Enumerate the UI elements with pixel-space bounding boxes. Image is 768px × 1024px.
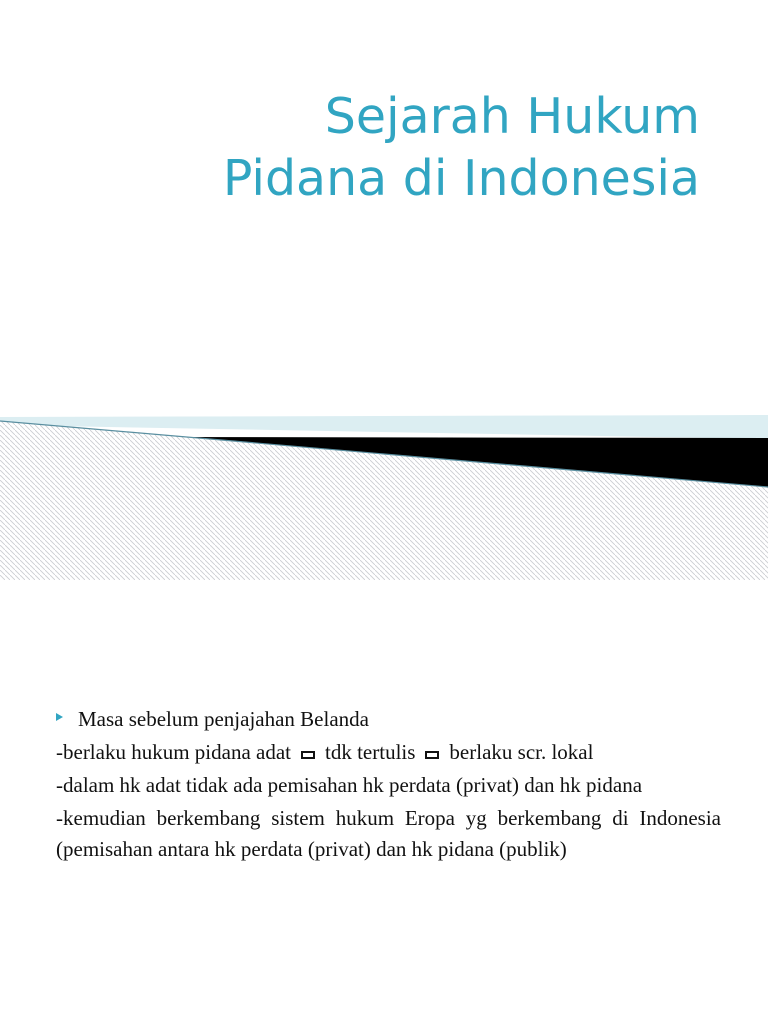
slide-title <box>223 86 700 210</box>
decorative-band <box>0 405 768 580</box>
body-line-1 <box>56 737 721 768</box>
line1-part-c: berlaku scr. lokal <box>449 740 594 764</box>
arrow-box-icon <box>425 751 439 759</box>
title-line-1: Sejarah Hukum <box>324 88 700 145</box>
title-line-2: Pidana di Indonesia <box>222 150 700 207</box>
slide-body <box>56 704 721 867</box>
line1-part-b: tdk tertulis <box>325 740 416 764</box>
body-line-3: -kemudian berkembang sistem hukum Eropa yg berkembang di Indonesia (pemisahan antara hk perdata (privat) dan hk pidana (publik) <box>56 806 721 861</box>
bullet-arrow-icon <box>56 713 63 721</box>
bullet-text: Masa sebelum penjajahan Belanda <box>78 707 369 731</box>
arrow-box-icon <box>301 751 315 759</box>
bullet-item <box>56 704 721 735</box>
body-line-2: -dalam hk adat tidak ada pemisahan hk perdata (privat) dan hk pidana <box>56 773 643 797</box>
line1-part-a: -berlaku hukum pidana adat <box>56 740 291 764</box>
